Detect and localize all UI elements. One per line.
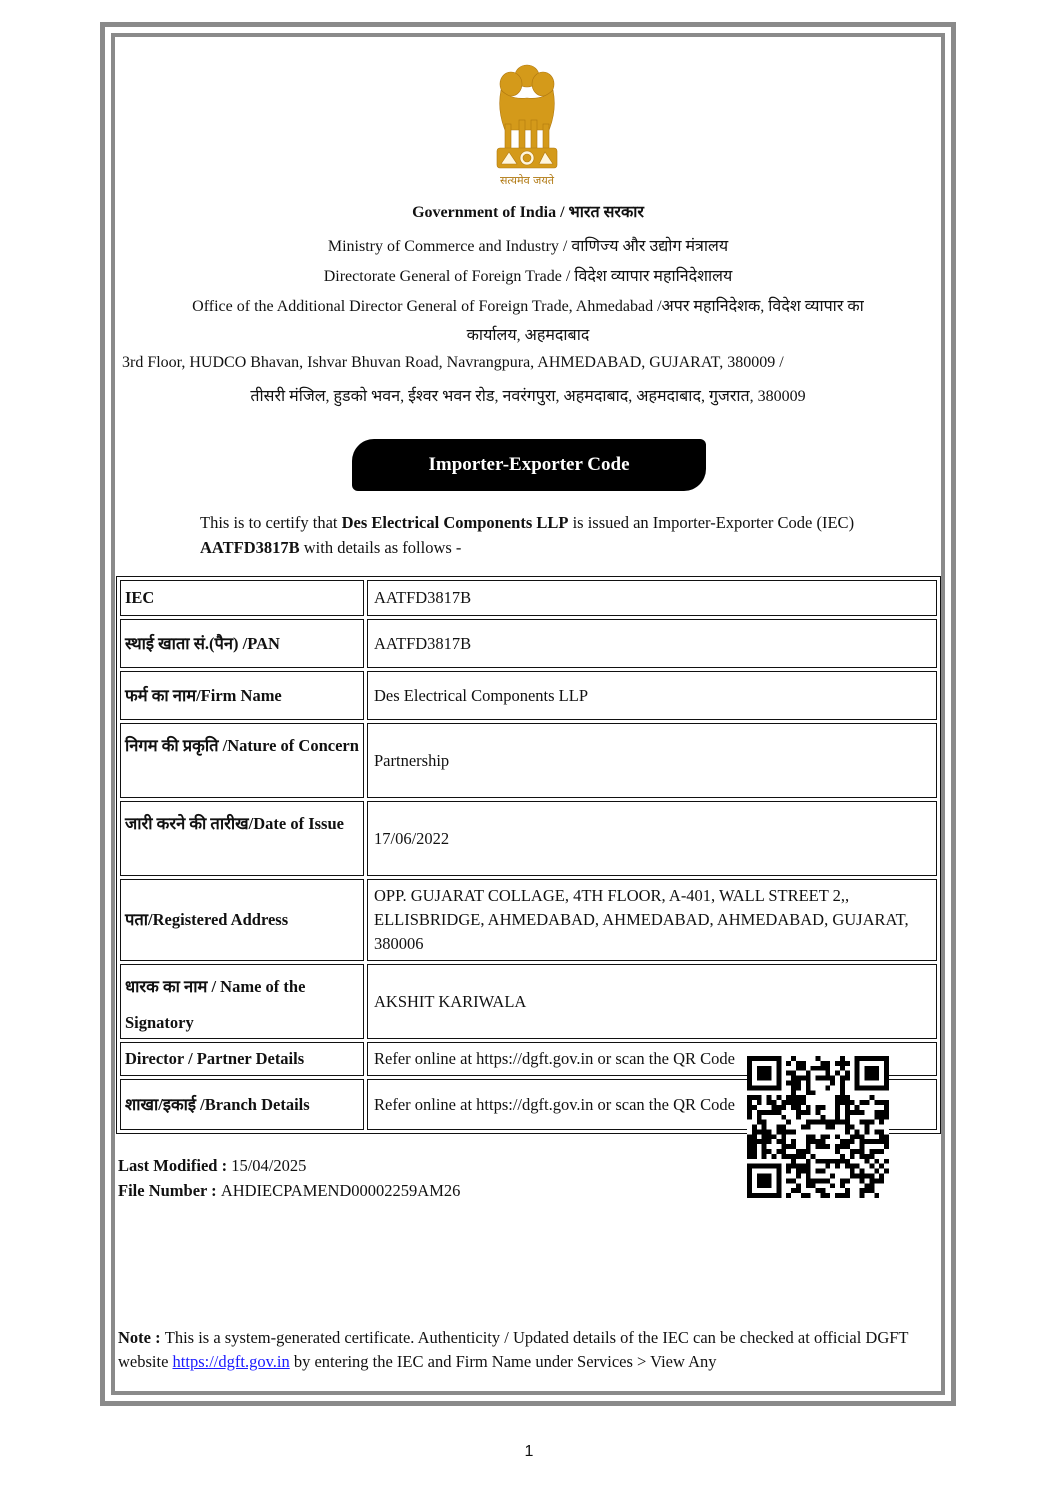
row-label: शाखा/इकाई /Branch Details xyxy=(120,1079,364,1130)
row-value: AATFD3817B xyxy=(367,580,937,616)
row-value: AKSHIT KARIWALA xyxy=(367,964,937,1039)
row-label: पता/Registered Address xyxy=(120,879,364,961)
row-label: जारी करने की तारीख/Date of Issue xyxy=(120,801,364,876)
row-label: Director / Partner Details xyxy=(120,1042,364,1076)
table-row xyxy=(120,879,937,961)
address-line-2: तीसरी मंजिल, हुडको भवन, ईश्वर भवन रोड, नवरंगपुरा, अहमदाबाद, अहमदाबाद, गुजरात, 380009 xyxy=(250,388,806,405)
row-label: धारक का नाम / Name of the Signatory xyxy=(120,964,364,1039)
iec-highlight: AATFD3817B xyxy=(200,538,300,557)
table-row xyxy=(120,801,937,876)
row-value: Partnership xyxy=(367,723,937,798)
page-number: 1 xyxy=(524,1443,534,1460)
file-number: File Number : AHDIECPAMEND00002259AM26 xyxy=(118,1181,461,1200)
dgft-link[interactable]: https://dgft.gov.in xyxy=(172,1352,290,1371)
national-emblem-icon xyxy=(483,60,571,188)
row-label: फर्म का नाम/Firm Name xyxy=(120,671,364,720)
row-label: IEC xyxy=(120,580,364,616)
directorate-line: Directorate General of Foreign Trade / विदेश व्यापार महानिदेशालय xyxy=(323,268,733,285)
government-heading: Government of India / भारत सरकार xyxy=(412,204,644,221)
table-row xyxy=(120,619,937,668)
firm-name-highlight: Des Electrical Components LLP xyxy=(341,513,569,532)
emblem-motto: सत्यमेव जयते xyxy=(499,174,555,187)
note-paragraph: Note : This is a system-generated certificate. Authenticity / Updated details of the IEC can be checked at official DGFT website https://dgft.gov.in by entering the IEC and Firm Name under Services > View Any xyxy=(118,1328,909,1371)
office-line-1: Office of the Additional Director General of Foreign Trade, Ahmedabad /अपर महानिदेशक, विदेश व्यापार का xyxy=(192,298,864,315)
qr-code-icon[interactable] xyxy=(745,1056,891,1198)
row-label: निगम की प्रकृति /Nature of Concern xyxy=(120,723,364,798)
table-row xyxy=(120,964,937,1039)
document-title: Importer-Exporter Code xyxy=(352,439,706,491)
row-value: OPP. GUJARAT COLLAGE, 4TH FLOOR, A-401, WALL STREET 2,, ELLISBRIDGE, AHMEDABAD, AHMEDABAD, AHMEDABAD, GUJARAT, 380006 xyxy=(367,879,937,961)
address-line-1: 3rd Floor, HUDCO Bhavan, Ishvar Bhuvan Road, Navrangpura, AHMEDABAD, GUJARAT, 380009 / xyxy=(122,354,784,371)
table-row xyxy=(120,723,937,798)
office-line-2: कार्यालय, अहमदाबाद xyxy=(466,327,590,344)
row-value: Refer online at https://dgft.gov.in or scan the QR Code xyxy=(367,1042,937,1076)
row-label: स्थाई खाता सं.(पैन) /PAN xyxy=(120,619,364,668)
row-value: Refer online at https://dgft.gov.in or scan the QR Code xyxy=(367,1079,937,1130)
table-row xyxy=(120,671,937,720)
certify-paragraph: This is to certify that Des Electrical Components LLP is issued an Importer-Exporter Code (IEC) AATFD3817B with details as follows - xyxy=(200,513,855,557)
row-value: AATFD3817B xyxy=(367,619,937,668)
last-modified: Last Modified : 15/04/2025 xyxy=(118,1156,307,1175)
ministry-line: Ministry of Commerce and Industry / वाणिज्य और उद्योग मंत्रालय xyxy=(327,238,729,255)
table-row xyxy=(120,580,937,616)
row-value: 17/06/2022 xyxy=(367,801,937,876)
row-value: Des Electrical Components LLP xyxy=(367,671,937,720)
